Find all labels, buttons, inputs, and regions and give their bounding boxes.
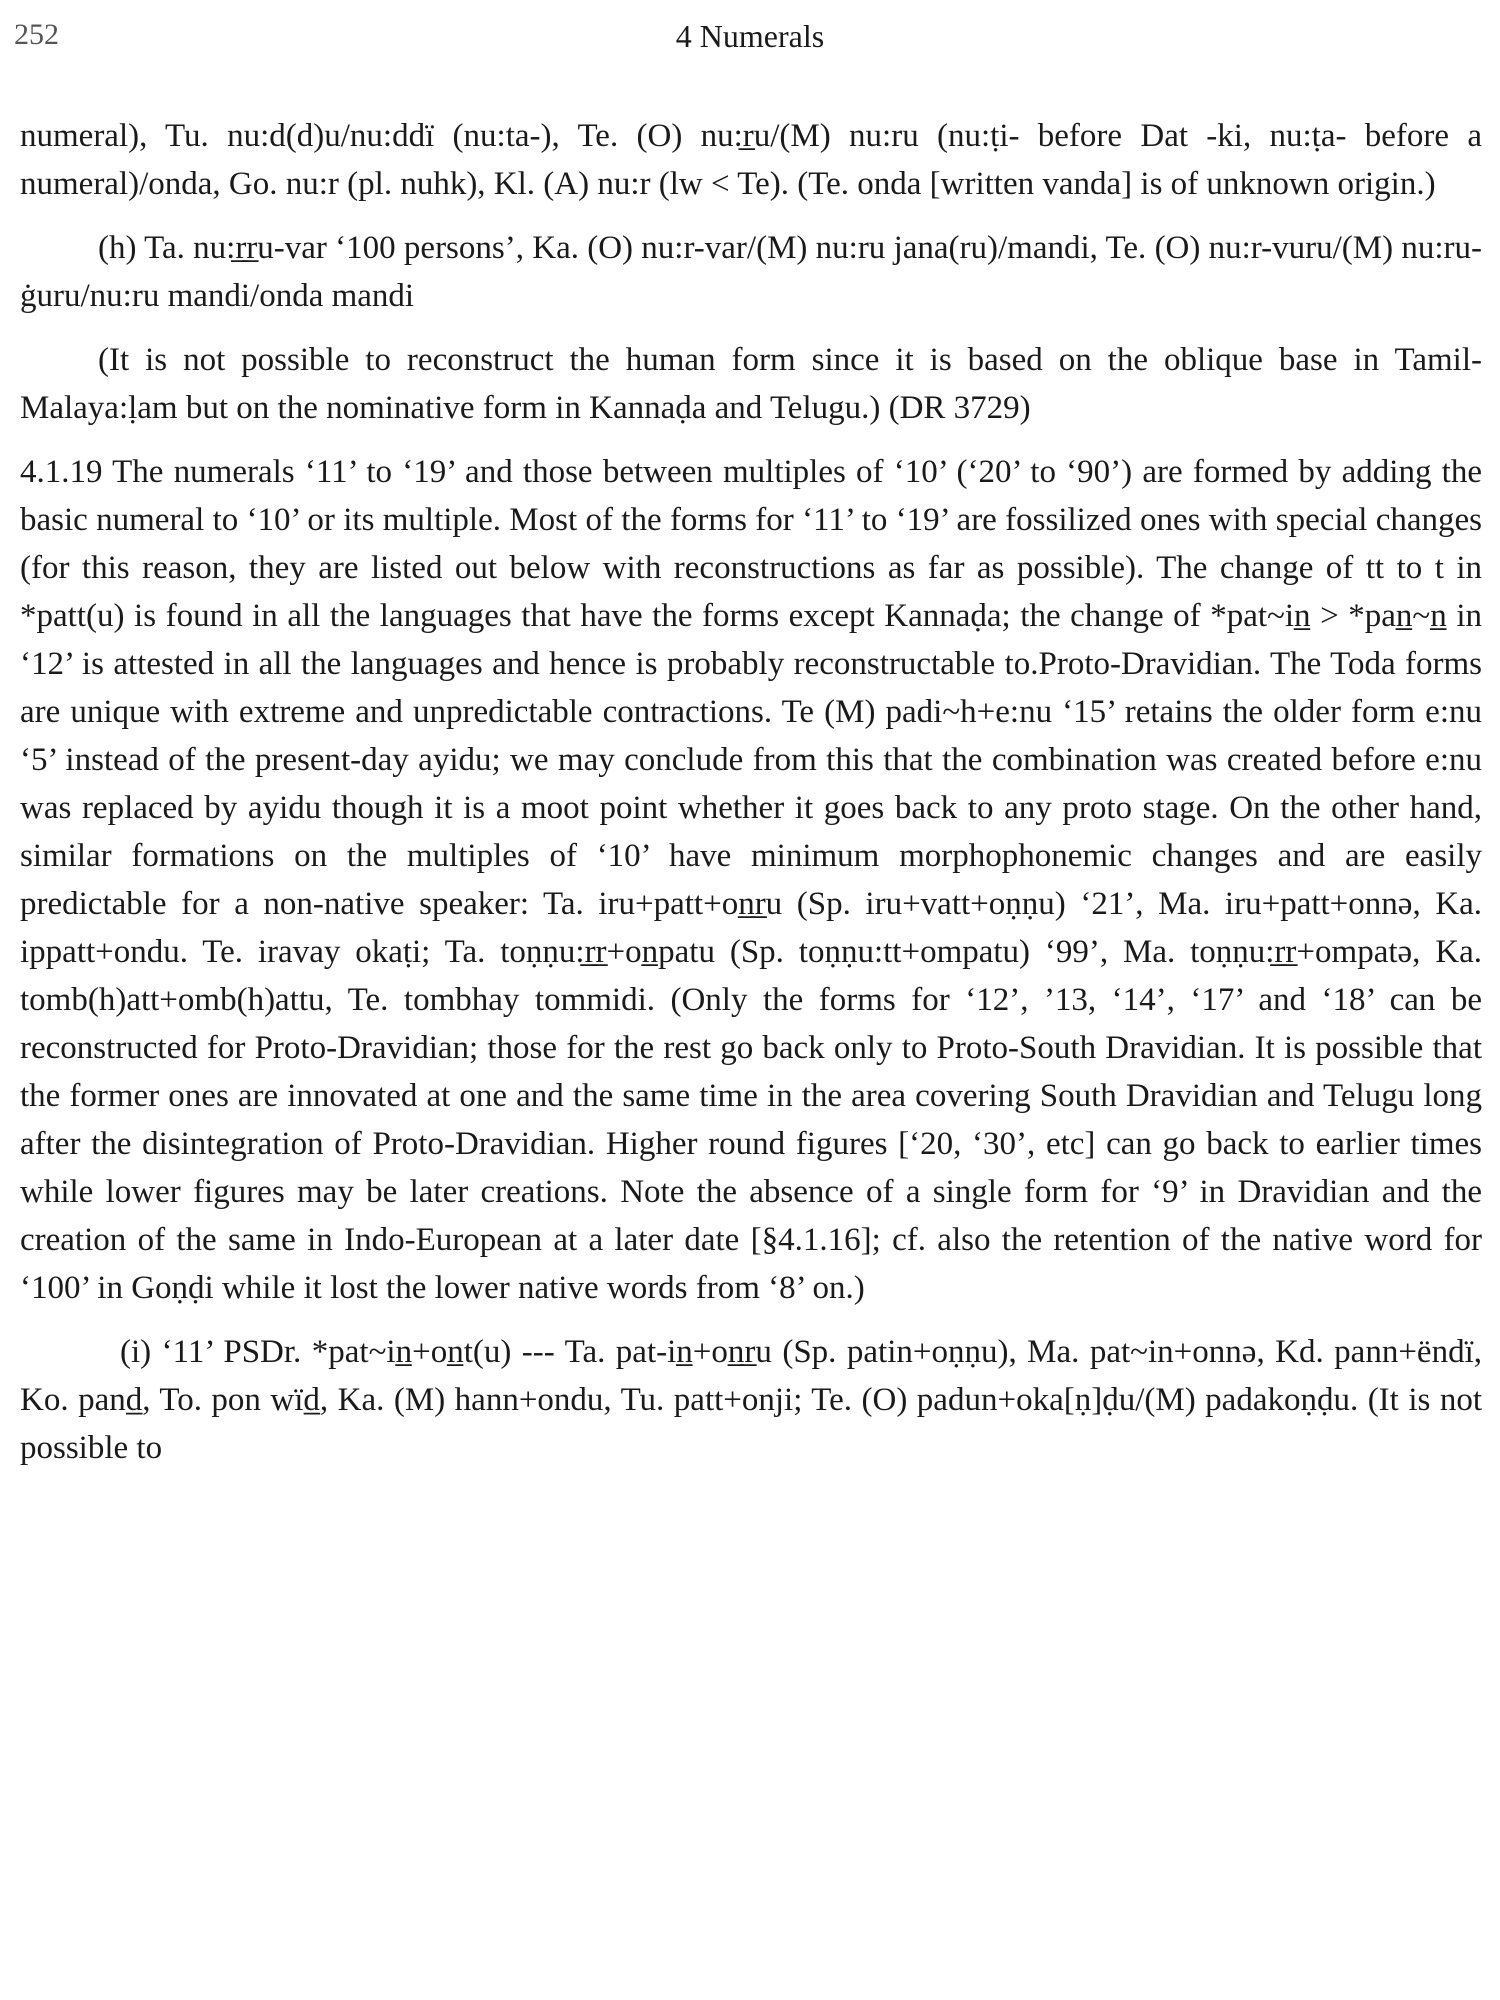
paragraph-item-h: (h) Ta. nu:r̲r̲u-var ‘100 persons’, Ka. (O) nu:r-var/(M) nu:ru jana(ru)/mandi, Te. (O) nu:r-vuru/(M) nu:ru-ġuru/nu:ru mandi/onda mandi [20,230,1482,314]
paragraph-note: (It is not possible to reconstruct the human form since it is based on the oblique base in Tamil-Malaya:ḷam but on the nominative form in Kannaḍa and Telugu.) (DR 3729) [20,342,1482,426]
paragraph-continuation: numeral), Tu. nu:d(d)u/nu:ddï (nu:ta-), Te. (O) nu:r̲u/(M) nu:ru (nu:ṭi- before Dat -ki, nu:ṭa- before a numeral)/onda, Go. nu:r (pl. nuhk), Kl. (A) nu:r (lw < Te). (Te. onda [written vanda] is of unknown origin.) [20,118,1482,202]
page-number: 252 [14,18,59,51]
paragraph-section-4-1-19: 4.1.19 The numerals ‘11’ to ‘19’ and those between multiples of ‘10’ (‘20’ to ‘90’) are formed by adding the basic numeral to ‘10’ or its multiple. Most of the forms for ‘11’ to ‘19’ are fossilized ones with special changes (for this reason, they are listed out below with reconstructions as far as possible). The change of tt to t in *patt(u) is found in all the languages that have the forms except Kannaḍa; the change of *pat~in̲ > *pan̲~n̲ in ‘12’ is attested in all the languages and hence is probably reconstructable to.Proto-Dravidian. The Toda forms are unique with extreme and unpredictable contractions. Te (M) padi~h+e:nu ‘15’ retains the older form e:nu ‘5’ instead of the present-day ayidu; we may conclude from this that the combination was created before e:nu was replaced by ayidu though it is a moot point whether it goes back to any proto stage. On the other hand, similar formations on the multiples of ‘10’ have minimum morphophonemic changes and are easily predictable for a non-native speaker: Ta. iru+patt+on̲r̲u (Sp. iru+vatt+oṇṇu) ‘21’, Ma. iru+patt+onnə, Ka. ippatt+ondu. Te. iravay okaṭi; Ta. toṇṇu:r̲r̲+on̲patu (Sp. toṇṇu:tt+ompatu) ‘99’, Ma. toṇṇu:r̲r̲+ompatə, Ka. tomb(h)att+omb(h)attu, Te. tombhay tommidi. (Only the forms for ‘12’, ’13, ‘14’, ‘17’ and ‘18’ can be reconstructed for Proto-Dravidian; those for the rest go back only to Proto-South Dravidian. It is possible that the former ones are innovated at one and the same time in the area covering South Dravidian and Telugu long after the disintegration of Proto-Dravidian. Higher round figures [‘20, ‘30’, etc] can go back to earlier times while lower figures may be later creations. Note the absence of a single form for ‘9’ in Dravidian and the creation of the same in Indo-European at a later date [§4.1.16]; cf. also the retention of the native word for ‘100’ in Goṇḍi while it lost the lower native words from ‘8’ on.) [20,454,1482,1306]
running-head: 4 Numerals [675,18,825,54]
paragraph-item-i: (i) ‘11’ PSDr. *pat~in̲+on̲t(u) --- Ta. pat-in̲+on̲r̲u (Sp. patin+oṇṇu), Ma. pat~in+onnə, Kd. pann+ëndï, Ko. pand̲, To. pon wïd̲, Ka. (M) hann+ondu, Tu. patt+onji; Te. (O) padun+oka[ṇ]ḍu/(M) padakoṇḍu. (It is not possible to [20,1334,1482,1466]
page-body [20,112,1482,1472]
